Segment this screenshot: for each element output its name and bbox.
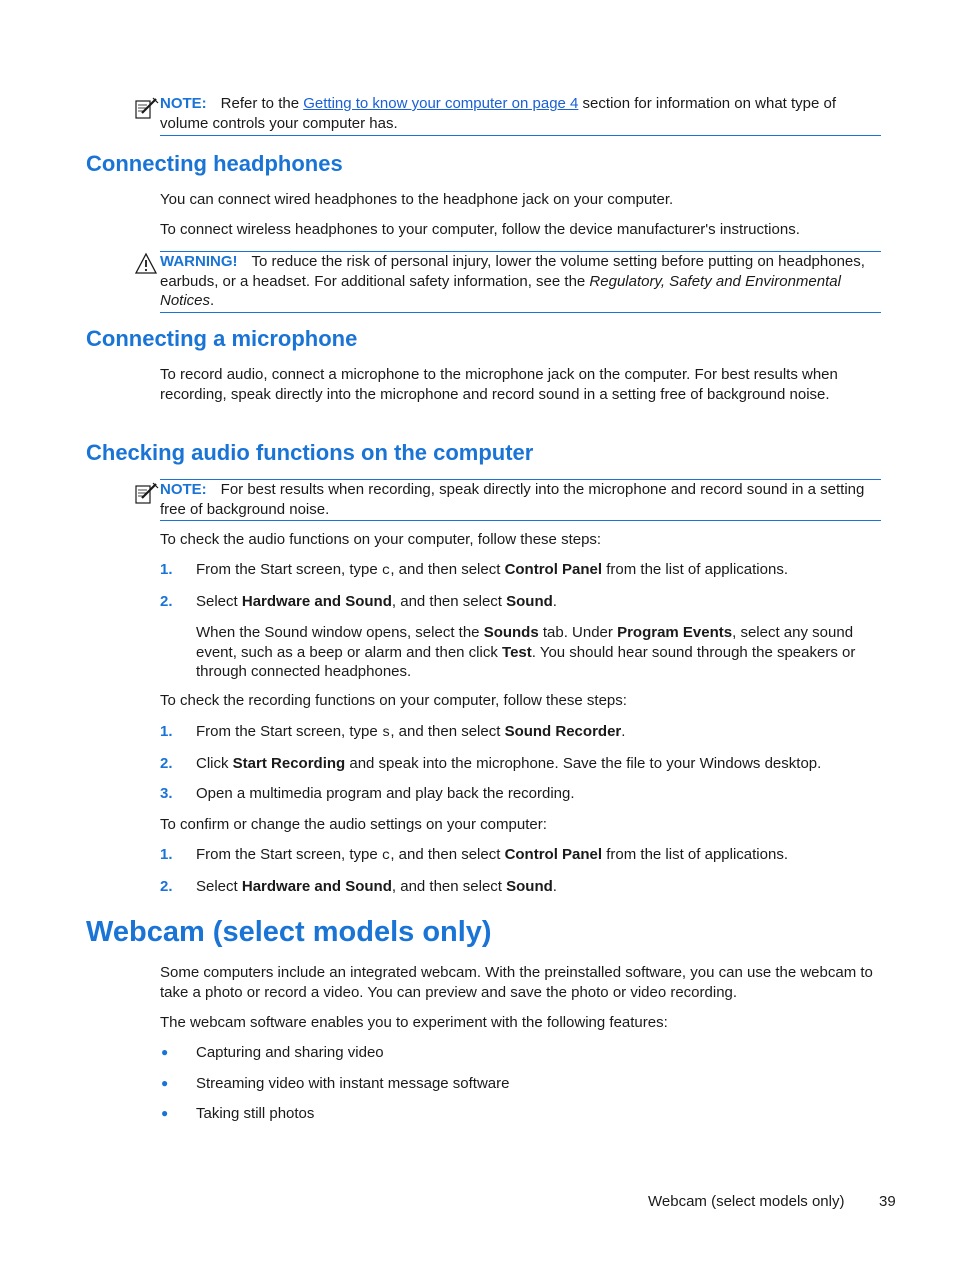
audio-step-1: From the Start screen, type c, and then select Control Panel from the list of applications. <box>196 561 788 579</box>
headphones-paragraph-1: You can connect wired headphones to the headphone jack on your computer. <box>160 191 674 208</box>
bullet-icon: ● <box>161 1076 169 1090</box>
step-number: 1. <box>160 723 173 740</box>
note-text: For best results when recording, speak directly into the microphone and record sound in a setting free of background noise. <box>160 481 865 518</box>
webcam-paragraph-1: Some computers include an integrated webcam. With the preinstalled software, you can use the webcam to take a photo or record a video. You can preview and save the photo or video recording. <box>160 964 873 1001</box>
heading-checking-audio: Checking audio functions on the computer <box>86 440 534 465</box>
audio-intro-1: To check the audio functions on your computer, follow these steps: <box>160 531 602 548</box>
settings-step-1: From the Start screen, type c, and then select Control Panel from the list of applications. <box>196 846 788 864</box>
microphone-paragraph: To record audio, connect a microphone to the microphone jack on the computer. For best results when recording, speak directly into the microphone and record sound in a setting free of background noise. <box>160 366 838 403</box>
step-number: 2. <box>160 878 173 895</box>
settings-step-2: Select Hardware and Sound, and then select Sound. <box>196 878 557 895</box>
warning-label: WARNING! <box>160 253 238 270</box>
step-number: 2. <box>160 755 173 772</box>
note-icon <box>134 96 160 120</box>
audio-step-2: Select Hardware and Sound, and then select Sound. <box>196 593 557 610</box>
recording-step-3: Open a multimedia program and play back the recording. <box>196 785 575 802</box>
note-callout-volume <box>160 94 881 136</box>
note-label: NOTE: <box>160 481 207 498</box>
audio-intro-2: To check the recording functions on your computer, follow these steps: <box>160 692 627 709</box>
audio-intro-3: To confirm or change the audio settings on your computer: <box>160 816 547 833</box>
warning-text: To reduce the risk of personal injury, lower the volume setting before putting on headphones, earbuds, or a headset. For additional safety information, see the <box>160 253 865 290</box>
list-item: Taking still photos <box>196 1105 315 1122</box>
bullet-icon: ● <box>161 1106 169 1120</box>
recording-step-2: Click Start Recording and speak into the microphone. Save the file to your Windows desktop. <box>196 755 822 772</box>
note-text-before: Refer to the <box>220 95 304 112</box>
headphones-paragraph-2: To connect wireless headphones to your computer, follow the device manufacturer's instructions. <box>160 221 800 238</box>
heading-connecting-microphone: Connecting a microphone <box>86 326 358 351</box>
step-number: 1. <box>160 846 173 863</box>
heading-connecting-headphones: Connecting headphones <box>86 151 343 176</box>
list-item: Streaming video with instant message software <box>196 1075 510 1092</box>
warning-notices-title: Regulatory, Safety and Environmental Notices <box>160 272 841 309</box>
note-label: NOTE: <box>160 95 207 112</box>
note-icon <box>134 481 160 505</box>
warning-text-end: . <box>210 292 215 309</box>
step-number: 2. <box>160 593 173 610</box>
bullet-icon: ● <box>161 1045 169 1059</box>
note-callout-recording <box>160 479 881 521</box>
footer-section-title: Webcam (select models only) <box>648 1193 845 1210</box>
audio-step-2-detail: When the Sound window opens, select the Sounds tab. Under Program Events, select any sound event, such as a beep or alarm and then click Test. You should hear sound through the speakers or through connected headphones. <box>196 624 856 680</box>
footer-page-number: 39 <box>879 1193 896 1210</box>
webcam-paragraph-2: The webcam software enables you to experiment with the following features: <box>160 1014 668 1031</box>
step-number: 1. <box>160 561 173 578</box>
recording-step-1: From the Start screen, type s, and then select Sound Recorder. <box>196 723 626 741</box>
warning-callout <box>160 251 881 313</box>
step-number: 3. <box>160 785 173 802</box>
heading-webcam: Webcam (select models only) <box>86 916 492 948</box>
note-text-after: section for information on what type of volume controls your computer has. <box>160 95 837 132</box>
list-item: Capturing and sharing video <box>196 1044 384 1061</box>
getting-to-know-link[interactable]: Getting to know your computer on page 4 <box>303 95 579 112</box>
warning-icon <box>134 252 160 276</box>
